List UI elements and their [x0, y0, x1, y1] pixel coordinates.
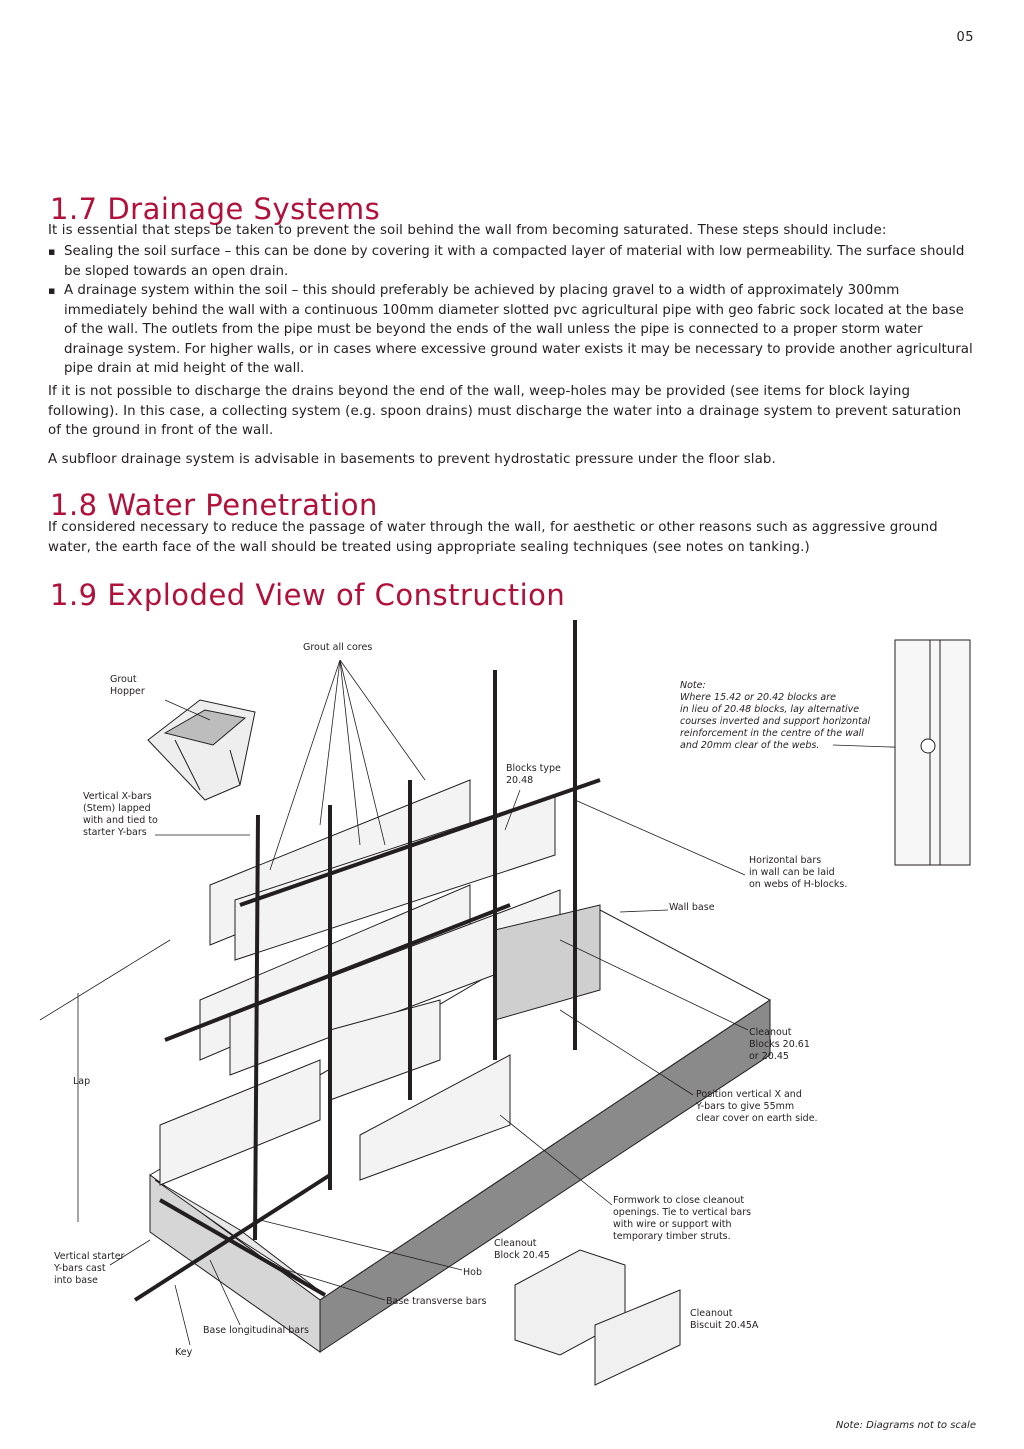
label-cleanout-blocks: Cleanout Blocks 20.61 or 20.45	[749, 1027, 810, 1062]
label-blocks-type: Blocks type 20.48	[506, 763, 561, 786]
label-base-transverse-bars: Base transverse bars	[386, 1296, 487, 1307]
note-detail	[895, 640, 970, 865]
label-hob: Hob	[463, 1267, 482, 1278]
label-note: Note: Where 15.42 or 20.42 blocks are in lieu of 20.48 blocks, lay alternative courses inverted and support horizontal reinforcement in the centre of the wall and 20mm clear of the webs.	[680, 680, 871, 751]
drainage-bullet: ▪ A drainage system within the soil – this should preferably be achieved by placing gravel to a width of approximately 300mm immediately behind the wall with a continuous 100mm diameter slotted pvc agricultural pipe with geo fabric sock located at the base of the wall. The outlets from the pipe must be beyond the ends of the wall unless the pipe is connected to a proper storm water drainage system. For higher walls, or in cases where excessive ground water exists it may be necessary to provide another agricultural pipe drain at mid height of the wall.	[48, 281, 978, 379]
water-penetration-body: If considered necessary to reduce the passage of water through the wall, for aesthetic or other reasons such as aggressive ground water, the earth face of the wall should be treated using appropriate sealing techniques (see notes on tanking.)	[48, 520, 938, 555]
label-grout-all-cores: Grout all cores	[303, 642, 373, 653]
label-lap: Lap	[73, 1076, 91, 1087]
drainage-intro: It is essential that steps be taken to prevent the soil behind the wall from becoming saturated. These steps should include:	[48, 223, 887, 238]
footnote-not-to-scale: Note: Diagrams not to scale	[835, 1420, 976, 1431]
label-formwork: Formwork to close cleanout openings. Tie to vertical bars with wire or support with temporary timber struts.	[613, 1195, 752, 1242]
label-cleanout-biscuit: Cleanout Biscuit 20.45A	[690, 1308, 759, 1331]
label-grout-hopper: Grout Hopper	[110, 674, 145, 697]
label-key: Key	[175, 1347, 193, 1358]
heading-water-penetration: 1.8 Water Penetration	[50, 488, 378, 522]
label-position-vertical: Position vertical X and Y-bars to give 55mm clear cover on earth side.	[696, 1089, 818, 1124]
page-number: 05	[956, 30, 974, 45]
cleanout-parts	[515, 1250, 680, 1385]
drainage-bullet-list	[48, 242, 978, 379]
label-wall-base: Wall base	[669, 902, 715, 913]
label-vertical-x-bars: Vertical X-bars (Stem) lapped with and tied to starter Y-bars	[83, 791, 158, 838]
label-vertical-starter: Vertical starter Y-bars cast into base	[54, 1251, 125, 1286]
heading-exploded-view: 1.9 Exploded View of Construction	[50, 578, 566, 612]
drainage-bullet: ▪ Sealing the soil surface – this can be done by covering it with a compacted layer of material with low permeability. The surface should be sloped towards an open drain.	[48, 242, 978, 281]
exploded-construction-diagram	[0, 610, 1024, 1410]
label-horizontal-bars: Horizontal bars in wall can be laid on webs of H-blocks.	[749, 855, 848, 890]
grout-hopper-shape	[148, 700, 255, 800]
label-base-longitudinal-bars: Base longitudinal bars	[203, 1325, 309, 1336]
label-cleanout-block: Cleanout Block 20.45	[494, 1238, 550, 1261]
heading-drainage-systems: 1.7 Drainage Systems	[50, 192, 381, 226]
drainage-paragraph-weep-holes: If it is not possible to discharge the drains beyond the end of the wall, weep-holes may be provided (see items for block laying following). In this case, a collecting system (e.g. spoon drains) must discharge the water into a drainage system to prevent saturation of the ground in front of the wall.	[48, 384, 962, 438]
drainage-paragraph-subfloor: A subfloor drainage system is advisable in basements to prevent hydrostatic pressure under the floor slab.	[48, 452, 776, 467]
